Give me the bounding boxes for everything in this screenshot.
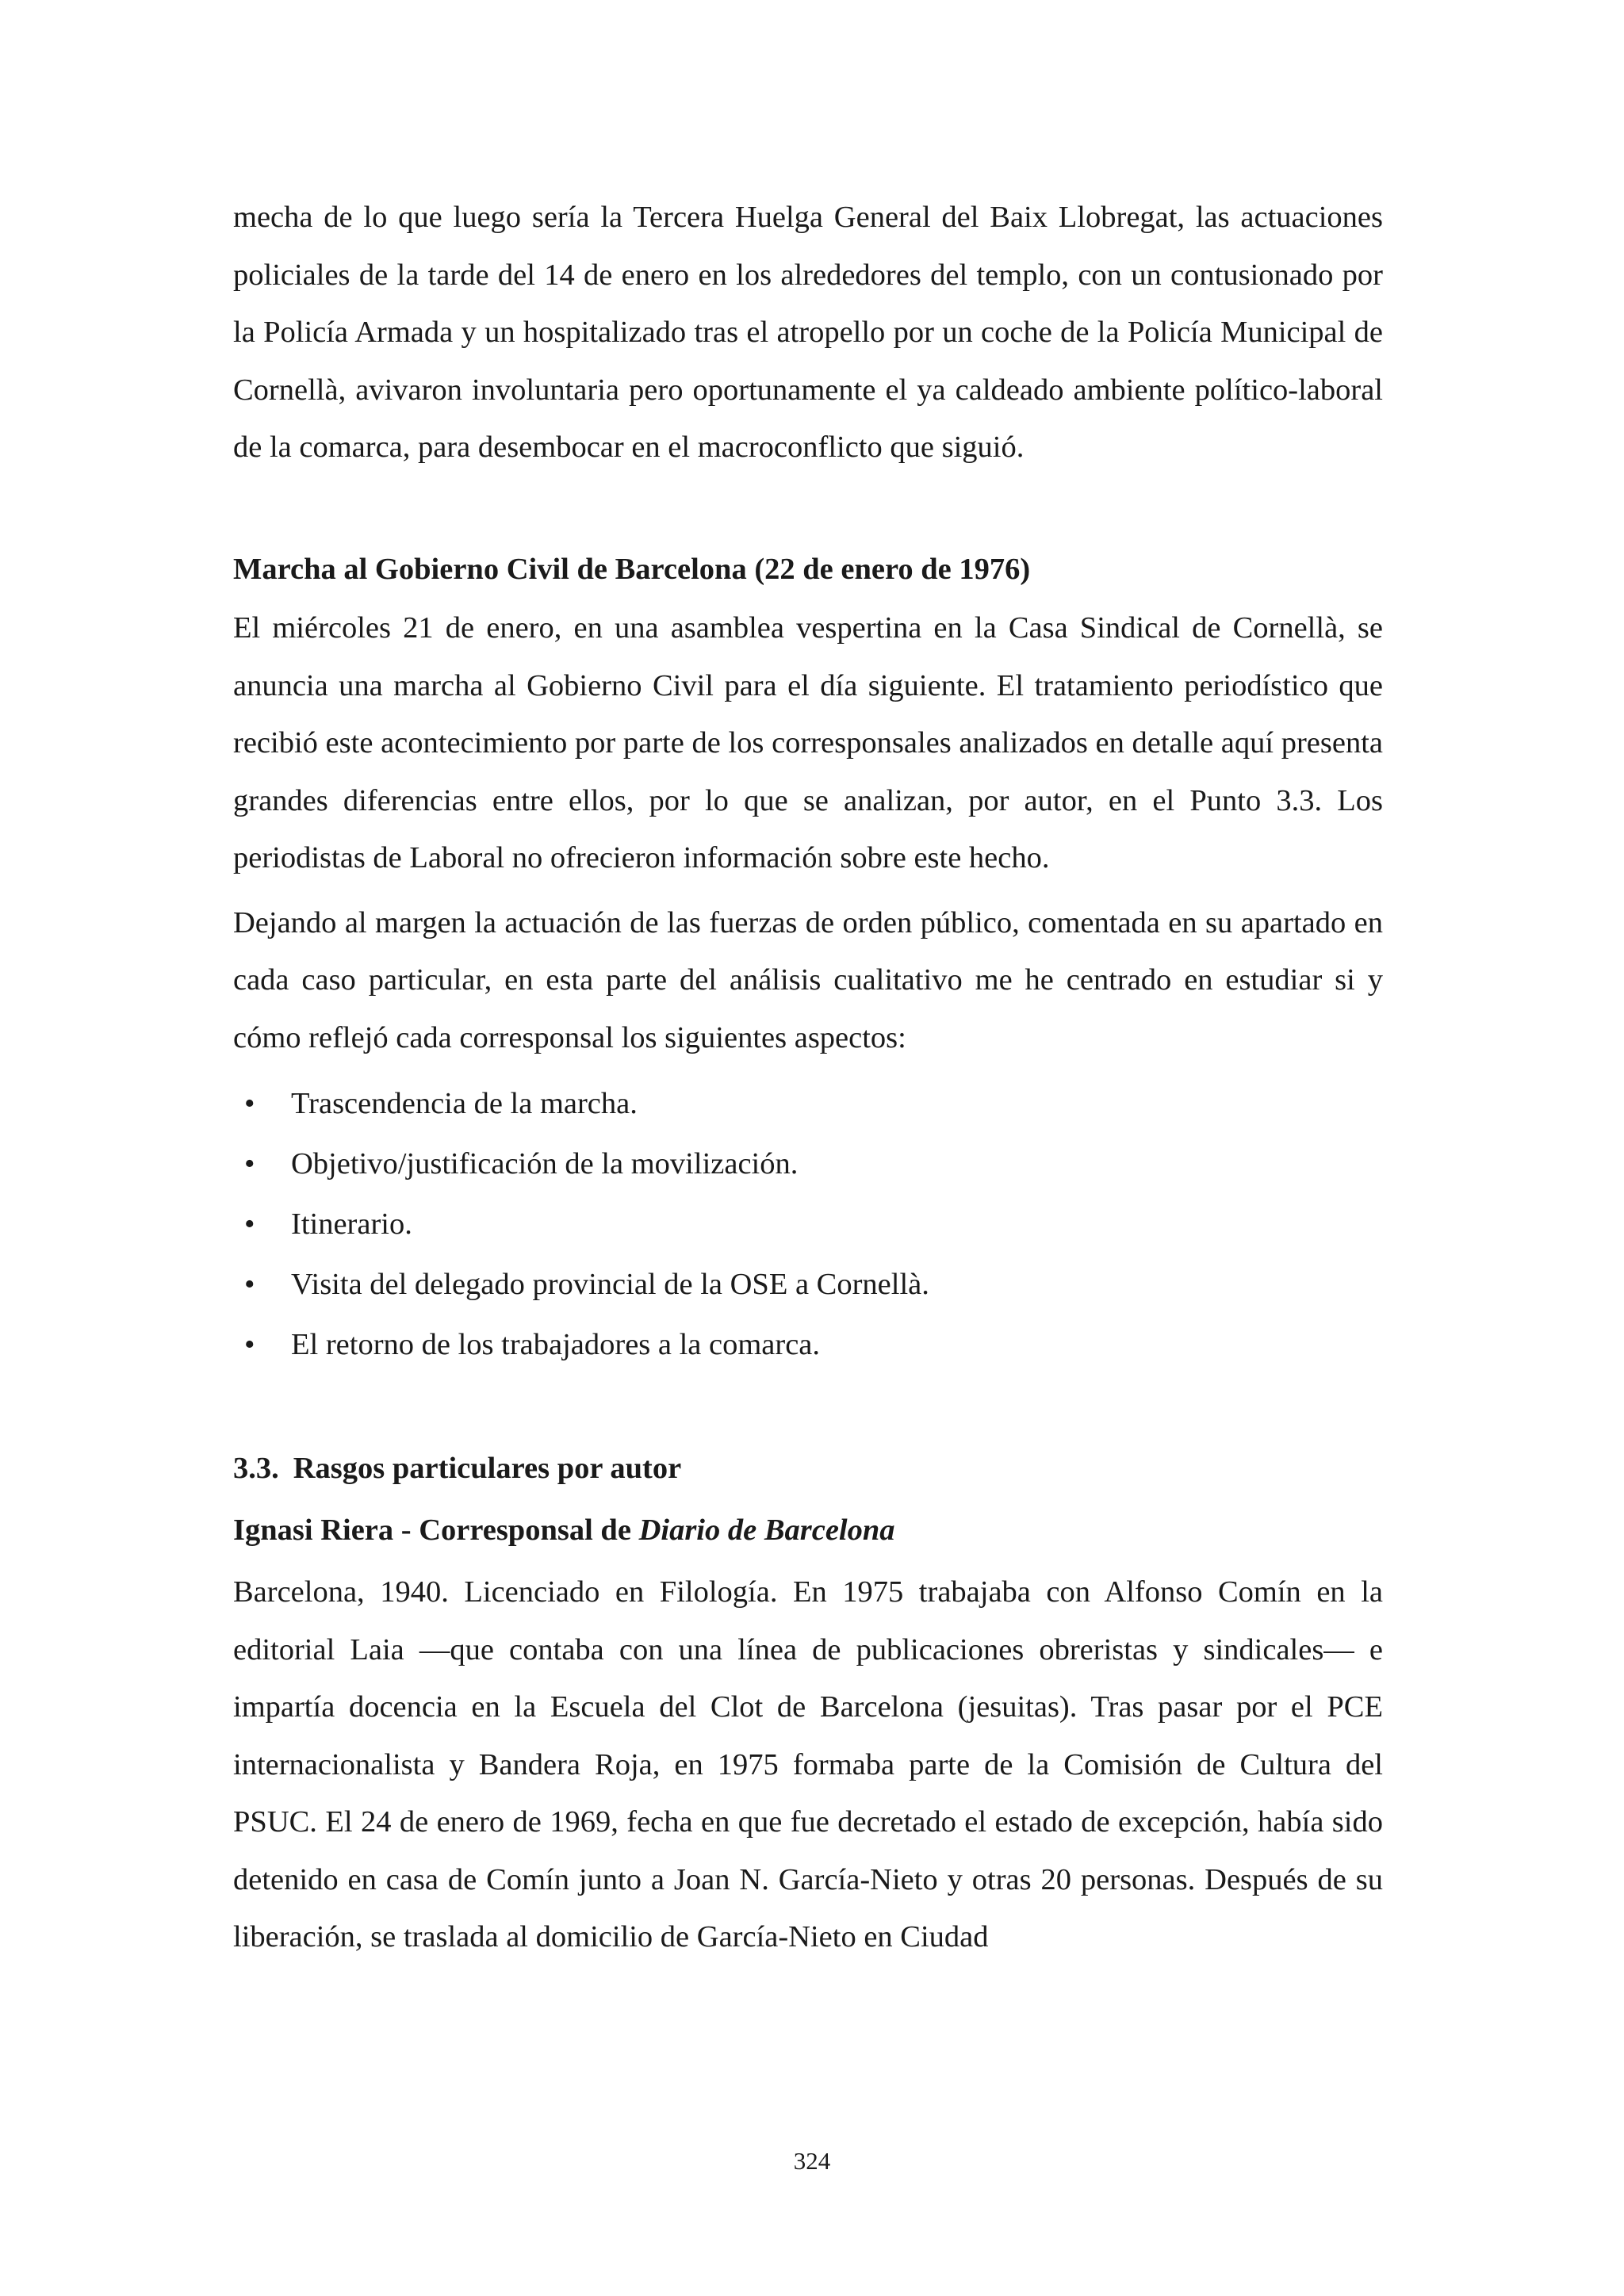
list-item-text: El retorno de los trabajadores a la comarca. (291, 1328, 821, 1361)
marcha-paragraph-1: El miércoles 21 de enero, en una asamblea vespertina en la Casa Sindical de Cornellà, se anuncia una marcha al Gobierno Civil para el día siguiente. El tratamiento periodístico que recibió este acontecimiento por parte de los corresponsales analizados en detalle aquí presenta grandes diferencias entre ellos, por lo que se analizan, por autor, en el Punto 3.3. Los periodistas de Laboral no ofrecieron información sobre este hecho. (233, 611, 1383, 874)
list-item-text: Itinerario. (291, 1207, 412, 1241)
bullet-icon: • (244, 1147, 255, 1181)
list-item (233, 1134, 1383, 1194)
bullet-icon: • (244, 1268, 255, 1301)
page-number: 324 (793, 2147, 831, 2175)
section-heading (233, 1440, 1383, 1498)
marcha-heading: Marcha al Gobierno Civil de Barcelona (22 de enero de 1976) (233, 552, 1031, 586)
bullet-icon: • (244, 1207, 255, 1241)
list-item (233, 1073, 1383, 1134)
marcha-paragraph-2: Dejando al margen la actuación de las fuerzas de orden público, comentada en su apartado en cada caso particular, en esta parte del análisis cualitativo me he centrado en estudiar si y cómo reflejó cada corresponsal los siguientes aspectos: (233, 905, 1383, 1054)
author-heading-prefix: Ignasi Riera - Corresponsal de (233, 1513, 639, 1547)
intro-paragraph: mecha de lo que luego sería la Tercera Huelga General del Baix Llobregat, las actuaciones policiales de la tarde del 14 de enero en los alrededores del templo, con un contusionado por la Policía Armada y un hospitalizado tras el atropello por un coche de la Policía Municipal de Cornellà, avivaron involuntaria pero oportunamente el ya caldeado ambiente político-laboral de la comarca, para desembocar en el macroconflicto que siguió. (233, 201, 1383, 464)
author-heading (233, 1502, 1383, 1559)
section-number: 3.3. (233, 1452, 279, 1485)
list-item (233, 1314, 1383, 1375)
list-item-text: Objetivo/justificación de la movilización. (291, 1147, 799, 1181)
document-page (233, 189, 1383, 1966)
list-item (233, 1254, 1383, 1314)
bullet-icon: • (244, 1328, 255, 1361)
publication-title: Diario de Barcelona (638, 1513, 895, 1547)
list-item-text: Visita del delegado provincial de la OSE a Cornellà. (291, 1268, 929, 1301)
section-title: Rasgos particulares por autor (293, 1452, 682, 1485)
list-item (233, 1194, 1383, 1254)
bullet-icon: • (244, 1087, 255, 1120)
author-bio-paragraph: Barcelona, 1940. Licenciado en Filología. En 1975 trabajaba con Alfonso Comín en la editorial Laia —que contaba con una línea de publicaciones obreristas y sindicales— e impartía docencia en la Escuela del Clot de Barcelona (jesuitas). Tras pasar por el PCE internacionalista y Bandera Roja, en 1975 formaba parte de la Comisión de Cultura del PSUC. El 24 de enero de 1969, fecha en que fue decretado el estado de excepción, había sido detenido en casa de Comín junto a Joan N. García-Nieto y otras 20 personas. Después de su liberación, se traslada al domicilio de García-Nieto en Ciudad (233, 1575, 1383, 1954)
aspects-list (233, 1073, 1383, 1375)
list-item-text: Trascendencia de la marcha. (291, 1087, 638, 1120)
